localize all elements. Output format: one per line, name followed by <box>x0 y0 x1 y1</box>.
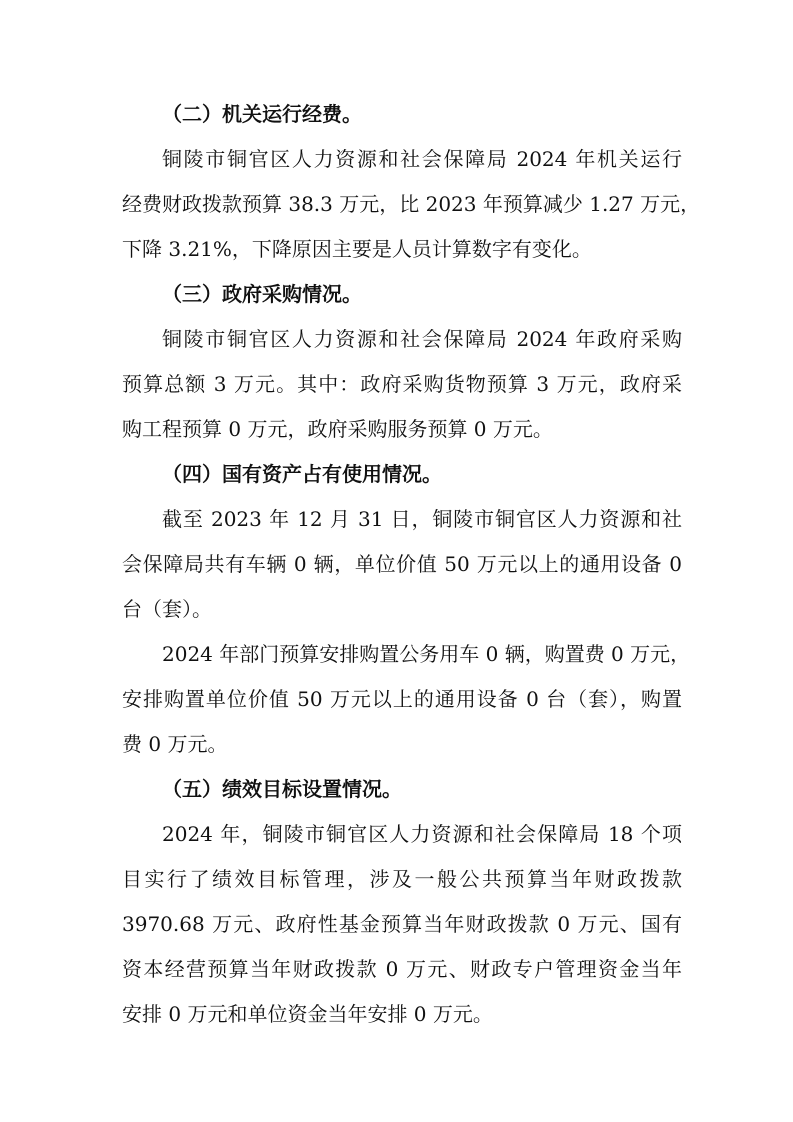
section-heading-government-procurement: （三）政府采购情况。 <box>162 282 362 306</box>
paragraph-line: 目实行了绩效目标管理，涉及一般公共预算当年财政拨款 <box>122 867 682 891</box>
paragraph-line: 经费财政拨款预算 38.3 万元，比 2023 年预算减少 1.27 万元， <box>122 192 701 216</box>
section-heading-performance-targets: （五）绩效目标设置情况。 <box>162 777 402 801</box>
paragraph-line: 费 0 万元。 <box>122 732 228 756</box>
paragraph-line: 购工程预算 0 万元，政府采购服务预算 0 万元。 <box>122 417 553 441</box>
paragraph-performance-targets <box>122 812 682 1037</box>
paragraph-vehicle-purchase-budget <box>122 632 691 767</box>
paragraph-government-procurement <box>122 317 682 452</box>
paragraph-line: 2024 年，铜陵市铜官区人力资源和社会保障局 18 个项 <box>162 822 682 846</box>
section-heading-state-assets: （四）国有资产占有使用情况。 <box>162 462 442 486</box>
document-body <box>122 92 701 1037</box>
paragraph-line: 铜陵市铜官区人力资源和社会保障局 2024 年机关运行 <box>162 147 682 171</box>
paragraph-line: 预算总额 3 万元。其中：政府采购货物预算 3 万元，政府采 <box>122 372 682 396</box>
paragraph-line: 2024 年部门预算安排购置公务用车 0 辆，购置费 0 万元， <box>162 642 691 666</box>
paragraph-line: 3970.68 万元、政府性基金预算当年财政拨款 0 万元、国有 <box>122 912 682 936</box>
paragraph-line: 铜陵市铜官区人力资源和社会保障局 2024 年政府采购 <box>162 327 682 351</box>
paragraph-operating-expenses <box>122 137 701 272</box>
paragraph-line: 资本经营预算当年财政拨款 0 万元、财政专户管理资金当年 <box>122 957 682 981</box>
paragraph-line: 下降 3.21%，下降原因主要是人员计算数字有变化。 <box>122 237 592 261</box>
paragraph-line: 会保障局共有车辆 0 辆，单位价值 50 万元以上的通用设备 0 <box>122 552 682 576</box>
paragraph-line: 台（套）。 <box>122 597 212 621</box>
paragraph-state-assets-status <box>122 497 682 632</box>
paragraph-line: 安排 0 万元和单位资金当年安排 0 万元。 <box>122 1002 493 1026</box>
paragraph-line: 截至 2023 年 12 月 31 日，铜陵市铜官区人力资源和社 <box>162 507 682 531</box>
section-heading-operating-expenses: （二）机关运行经费。 <box>162 102 362 126</box>
paragraph-line: 安排购置单位价值 50 万元以上的通用设备 0 台（套），购置 <box>122 687 682 711</box>
